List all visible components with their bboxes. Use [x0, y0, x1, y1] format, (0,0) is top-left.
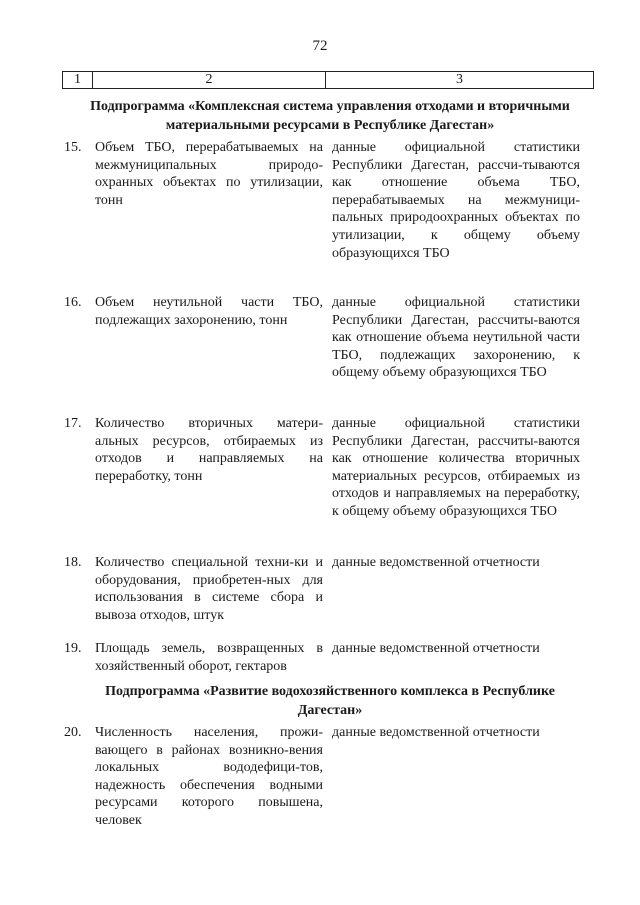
indicator-name: Объем неутильной части ТБО, подлежащих захоронению, тонн: [95, 295, 323, 328]
indicator-source: данные официальной статистики Республики Дагестан, рассчиты-ваются как отношение количества вторичных материальных ресурсов, отбираемых из отходов и направляемых на переработку, к общему объему образующихся ТБО: [332, 416, 580, 519]
section-title-waste: Подпрограмма «Комплексная система управления отходами и вторичными материальными ресурсами в Республике Дагестан»: [90, 99, 570, 133]
row-number: 17.: [64, 416, 82, 431]
indicator-name: Количество вторичных матери-альных ресурсов, отбираемых из отходов и направляемых на переработку, тонн: [95, 416, 323, 484]
indicator-source: данные официальной статистики Республики Дагестан, рассчиты-ваются как отношение объема неутильной части ТБО, подлежащих захоронению, к общему объему образующихся ТБО: [332, 295, 580, 381]
row-number: 15.: [64, 140, 82, 155]
indicator-name: Площадь земель, возвращенных в хозяйственный оборот, гектаров: [95, 641, 323, 674]
indicator-source: данные официальной статистики Республики Дагестан, рассчи-тываются как отношение объема ТБО, перерабатываемых на межмуници-пальных природоохранных объектах по утилизации, к общему объему образующихся ТБО: [332, 140, 580, 261]
row-number: 16.: [64, 295, 82, 310]
indicator-name: Численность населения, прожи-вающего в районах возникно-вения локальных вододефици-тов, надежность обеспечения водными ресурсами которого повышена, человек: [95, 725, 323, 828]
row-number: 18.: [64, 555, 82, 570]
column-header-2: 2: [93, 72, 326, 88]
indicator-name: Объем ТБО, перерабатываемых на межмуниципальных природо-охранных объектах по утилизации, тонн: [95, 140, 323, 208]
section-title-water: Подпрограмма «Развитие водохозяйственного комплекса в Республике Дагестан»: [105, 684, 555, 718]
page-number: 72: [312, 38, 328, 54]
column-header-1: 1: [63, 72, 93, 88]
indicator-source: данные ведомственной отчетности: [332, 555, 540, 570]
indicator-source: данные ведомственной отчетности: [332, 641, 540, 656]
table-column-header: [62, 71, 594, 89]
row-number: 20.: [64, 725, 82, 740]
indicator-name: Количество специальной техни-ки и оборудования, приобретен-ных для использования в системе сбора и вывоза отходов, штук: [95, 555, 323, 623]
indicator-source: данные ведомственной отчетности: [332, 725, 540, 740]
column-header-3: 3: [456, 72, 463, 87]
row-number: 19.: [64, 641, 82, 656]
